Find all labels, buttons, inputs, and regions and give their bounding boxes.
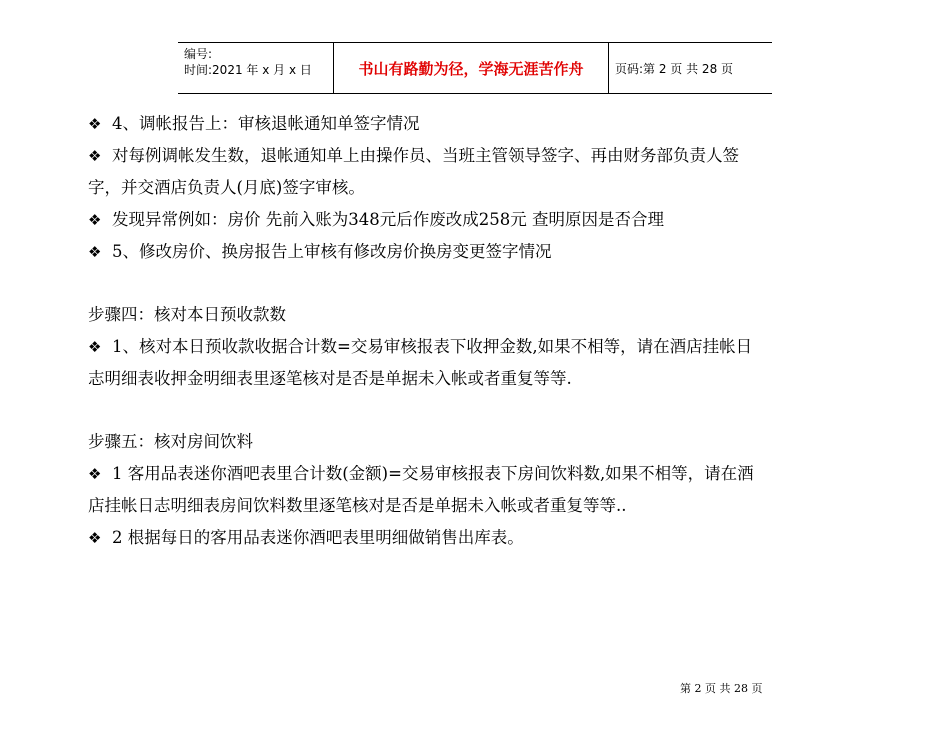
continuation-line — [88, 172, 878, 204]
section-gap — [88, 395, 878, 426]
bullet-line — [88, 458, 878, 490]
line-text: 志明细表收押金明细表里逐笔核对是否是单据未入帐或者重复等等. — [88, 369, 572, 388]
document-time-label: 时间:2021 年 x 月 x 日 — [184, 63, 312, 77]
line-text: 发现异常例如：房价 先前入账为348元后作废改成258元 查明原因是否合理 — [112, 210, 664, 229]
line-text: 5、修改房价、换房报告上审核有修改房价换房变更签字情况 — [112, 242, 552, 261]
page-header-table — [178, 42, 772, 94]
bullet-line — [88, 522, 878, 554]
line-text: 1 客用品表迷你酒吧表里合计数(金额)=交易审核报表下房间饮料数,如果不相等，请在酒 — [112, 464, 754, 483]
diamond-bullet-icon: ❖ — [88, 243, 102, 261]
document-number-label: 编号: — [184, 47, 213, 61]
continuation-line — [88, 363, 878, 395]
bullet-line — [88, 236, 878, 268]
diamond-bullet-icon: ❖ — [88, 338, 102, 356]
diamond-bullet-icon: ❖ — [88, 211, 102, 229]
diamond-bullet-icon: ❖ — [88, 529, 102, 547]
diamond-bullet-icon: ❖ — [88, 465, 102, 483]
continuation-line — [88, 490, 878, 522]
section-heading-step-4: 步骤四：核对本日预收款数 — [88, 305, 286, 324]
diamond-bullet-icon: ❖ — [88, 147, 102, 165]
line-text: 2 根据每日的客用品表迷你酒吧表里明细做销售出库表。 — [112, 528, 524, 547]
line-text: 对每例调帐发生数，退帐通知单上由操作员、当班主管领导签字、再由财务部负责人签 — [112, 146, 739, 165]
bullet-line — [88, 140, 878, 172]
section-gap — [88, 268, 878, 299]
section-heading-step-5: 步骤五：核对房间饮料 — [88, 432, 253, 451]
header-page-info: 页码:第 2 页 共 28 页 — [615, 61, 734, 76]
document-body — [88, 108, 878, 554]
line-text: 字，并交酒店负责人(月底)签字审核。 — [88, 178, 365, 197]
header-motto: 书山有路勤为径，学海无涯苦作舟 — [334, 43, 609, 93]
line-text: 4、调帐报告上：审核退帐通知单签字情况 — [112, 114, 420, 133]
bullet-line — [88, 108, 878, 140]
page-footer: 第 2 页 共 28 页 — [680, 682, 763, 695]
line-text: 1、核对本日预收款收据合计数=交易审核报表下收押金数,如果不相等，请在酒店挂帐日 — [112, 337, 753, 356]
bullet-line — [88, 204, 878, 236]
bullet-line — [88, 331, 878, 363]
diamond-bullet-icon: ❖ — [88, 115, 102, 133]
line-text: 店挂帐日志明细表房间饮料数里逐笔核对是否是单据未入帐或者重复等等.. — [88, 496, 627, 515]
header-left-cell — [178, 43, 334, 93]
